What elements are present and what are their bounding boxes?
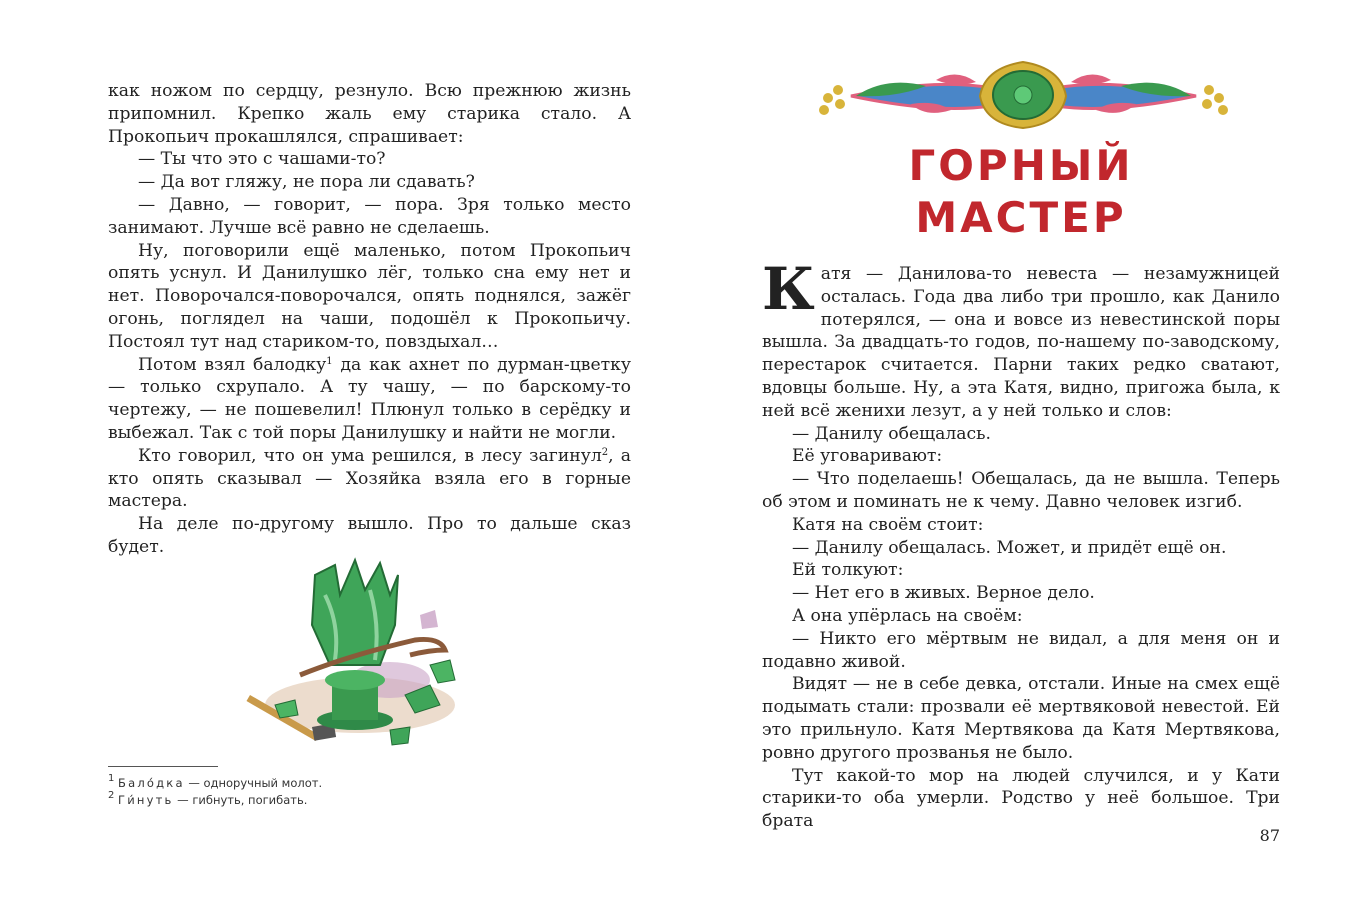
paragraph: — Данилу обещалась. Может, и придёт ещё он. [792,537,1227,558]
paragraph: — Ты что это с чашами-то? [138,149,386,170]
footnote-ref: 2 [601,446,609,458]
paragraph: Катя на своём стоит: [792,514,984,535]
broken-malachite-vase-illustration [240,555,470,755]
right-page [686,0,1371,918]
footnote-definition: — гибнуть, погибать. [173,793,308,807]
gold-berry [823,93,833,103]
vase-knot [325,670,385,690]
paragraph: — Нет его в живых. Верное дело. [792,583,1095,604]
paragraph-text: , а кто опять сказывал — Хозяйка взяла его в горные мастера. [108,445,631,512]
paragraph: — Да вот гляжу, не пора ли сдавать? [138,172,475,193]
paragraph: Тут какой-то мор на людей случился, и у Кати старики-то оба умерли. Родство у неё большое. Три брата [762,765,1280,832]
right-body-text [762,255,1280,833]
footnote [108,775,631,792]
paragraph [108,445,631,513]
gold-berry [819,105,829,115]
paragraph: А она упёрлась на своём: [792,605,1023,626]
paragraph: На деле по-другому вышло. Про то дальше сказ будет. [108,514,631,557]
paragraph: Ну, поговорили ещё маленько, потом Прокопьич опять уснул. И Данилушко лёг, только сна ему нет и нет. Поворочался-поворочался, опять поднялся, зажёг огонь, поглядел на чаши, подошёл к Прокопьичу. Постоял тут над стариком-то, повздыхал… [108,240,631,352]
gold-berry [1204,85,1214,95]
paragraph: Ей толкуют: [792,560,904,581]
footnote [108,792,631,809]
footnote-term: Бало́дка [118,776,185,790]
vase-fragment [390,727,410,745]
gold-berry [835,99,845,109]
paragraph [762,255,1280,423]
paragraph: — Давно, — говорит, — пора. Зря только место занимают. Лучше всё равно не сделаешь. [108,194,631,238]
paragraph [108,354,631,445]
drop-cap: К [762,255,815,323]
gold-berry [1218,105,1228,115]
gold-berry [833,85,843,95]
vase-fragment [420,610,438,629]
footnote-definition: — одноручный молот. [184,776,323,790]
paragraph-text: атя — Данилова-то невеста — незамужницей осталась. Года два либо три прошло, как Данило потерялся, — она и вовсе из невестинской поры вышла. За двадцать-то годов, по-нашему по-заводскому, перестарок считается. Парни таких редко сватают, вдовцы больше. Ну, а эта Катя, видно, пригожа была, к ней всё женихи лезут, а у ней только и слов: [762,264,1280,421]
left-body-text [108,80,631,559]
page-number: 87 [1259,826,1280,845]
paragraph: Её уговаривают: [792,446,943,467]
paragraph: — Данилу обещалась. [792,423,991,444]
vase-fragment [430,660,455,683]
footnote-term: Ги́нуть [118,793,174,807]
folk-ornament-header [816,58,1231,132]
footnote-number: 1 [108,773,115,784]
chapter-title-line: МАСТЕР [915,193,1127,242]
chapter-title-line: ГОРНЫЙ [908,141,1134,190]
footnote-number: 2 [108,790,115,801]
gold-berry [1202,99,1212,109]
central-gem-eye [1014,86,1032,104]
paragraph: как ножом по сердцу, резнуло. Всю прежнюю жизнь припомнил. Крепко жаль ему старика стало. А Прокопьич прокашлялся, спрашивает: [108,81,631,147]
paragraph: Видят — не в себе девка, отстали. Иные на смех ещё подымать стали: прозвали её мертвяковой невестой. Ей это прильнуло. Катя Мертвякова да Катя Мертвякова, ровно другого прозванья не было. [762,674,1280,763]
footnote-rule [108,766,218,767]
footnote-ref: 1 [326,355,333,367]
paragraph-text: Кто говорил, что он ума решился, в лесу загинул [138,445,602,466]
gold-berry [1214,93,1224,103]
paragraph: — Никто его мёртвым не видал, а для меня он и подавно живой. [762,628,1280,672]
paragraph-text: Потом взял балодку [138,354,327,375]
paragraph-text: да как ахнет по дурман-цветку — только схрупало. А ту чашу, — по барскому-то чертежу, — не пошевелил! Плюнул только в серёдку и выбежал. Так с той поры Данилушку и найти не могли. [108,354,631,443]
paragraph: — Что поделаешь! Обещалась, да не вышла. Теперь об этом и поминать не к чему. Давно человек изгиб. [762,469,1280,512]
chapter-title [762,140,1280,244]
footnotes [108,775,631,809]
